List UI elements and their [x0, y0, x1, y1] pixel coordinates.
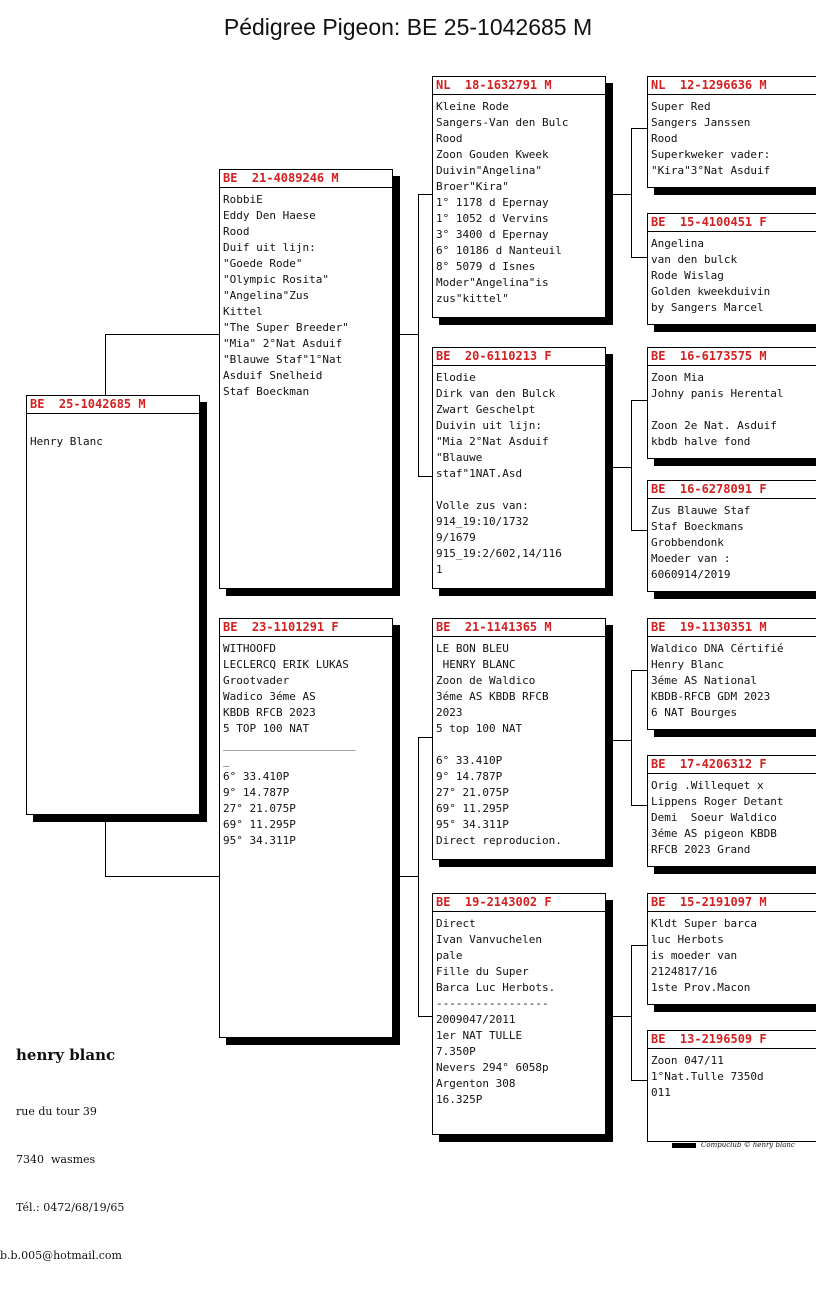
owner-email: b.b.005@hotmail.com: [0, 1249, 122, 1262]
ring-number: BE 16-6278091 F: [648, 481, 816, 499]
ring-number: BE 13-2196509 F: [648, 1031, 816, 1049]
connector-line: [418, 194, 419, 477]
connector-line: [631, 670, 648, 671]
ring-number: BE 23-1101291 F: [220, 619, 392, 637]
pigeon-details: Orig .Willequet x Lippens Roger Detant Demi Soeur Waldico 3éme AS pigeon KBDB RFCB 2023 Grand: [651, 779, 784, 856]
pigeon-details: Elodie Dirk van den Bulck Zwart Geschelpt Duivin uit lijn: "Mia 2°Nat Asduif "Blauwe staf"1NAT.Asd Volle zus van: 914_19:10/1732 9/1679 915_19:2/602,14/116 1: [436, 371, 562, 576]
ring-number: BE 19-1130351 M: [648, 619, 816, 637]
connector-line: [631, 128, 632, 258]
footer-bar: [672, 1143, 696, 1148]
dd-sire-card[interactable]: [647, 893, 816, 1005]
subject-pigeon-card[interactable]: [26, 395, 200, 815]
connector-line: [631, 945, 648, 946]
sd-sire-card[interactable]: [647, 347, 816, 459]
dd-dam-card[interactable]: [647, 1030, 816, 1142]
connector-line: [613, 467, 631, 468]
connector-line: [631, 257, 648, 258]
connector-line: [418, 1016, 433, 1017]
connector-line: [631, 530, 648, 531]
ring-number: NL 12-1296636 M: [648, 77, 816, 95]
connector-line: [631, 805, 648, 806]
footer-credit: Compuclub © henry blanc: [701, 1141, 795, 1149]
connector-line: [418, 737, 419, 1017]
ring-number: BE 16-6173575 M: [648, 348, 816, 366]
sire-card[interactable]: [219, 169, 393, 589]
pigeon-details: WITHOOFD LECLERCQ ERIK LUKAS Grootvader Wadico 3éme AS KBDB RFCB 2023 5 TOP 100 NAT ____________________ _ 6° 33.410P 9° 14.787P 27° 21.075P 69° 11.295P 95° 34.311P: [223, 642, 356, 847]
ring-number: BE 25-1042685 M: [27, 396, 199, 414]
connector-line: [105, 334, 106, 396]
page-title: Pédigree Pigeon: BE 25-1042685 M: [223, 14, 593, 40]
owner-address: [0, 1072, 124, 1296]
connector-line: [105, 334, 220, 335]
pigeon-details: Kldt Super barca luc Herbots is moeder van 2124817/16 1ste Prov.Macon: [651, 917, 757, 994]
connector-line: [418, 737, 433, 738]
pigeon-details: Zus Blauwe Staf Staf Boeckmans Grobbendonk Moeder van : 6060914/2019: [651, 504, 751, 581]
connector-line: [418, 476, 433, 477]
connector-line: [631, 128, 648, 129]
pigeon-details: Zoon Mia Johny panis Herental Zoon 2e Nat. Asduif kbdb halve fond: [651, 371, 784, 448]
ring-number: NL 18-1632791 M: [433, 77, 605, 95]
connector-line: [631, 400, 648, 401]
connector-line: [105, 815, 106, 876]
ring-number: BE 21-1141365 M: [433, 619, 605, 637]
connector-line: [631, 945, 632, 1081]
connector-line: [400, 876, 418, 877]
pigeon-details: Direct Ivan Vanvuchelen pale Fille du Super Barca Luc Herbots. ----------------- 2009047/2011 1er NAT TULLE 7.350P Nevers 294° 6058p Argenton 308 16.325P: [436, 917, 556, 1106]
ring-number: BE 21-4089246 M: [220, 170, 392, 188]
connector-line: [400, 334, 418, 335]
pigeon-details: Super Red Sangers Janssen Rood Superkweker vader: "Kira"3°Nat Asduif: [651, 100, 771, 177]
sire-sire-card[interactable]: [432, 76, 606, 318]
ss-sire-card[interactable]: [647, 76, 816, 188]
sire-dam-card[interactable]: [432, 347, 606, 589]
ring-number: BE 15-2191097 M: [648, 894, 816, 912]
owner-name: henry blanc: [16, 1046, 116, 1064]
ds-dam-card[interactable]: [647, 755, 816, 867]
dam-card[interactable]: [219, 618, 393, 1038]
ss-dam-card[interactable]: [647, 213, 816, 325]
owner-phone: Tél.: 0472/68/19/65: [16, 1201, 125, 1214]
connector-line: [631, 400, 632, 531]
sd-dam-card[interactable]: [647, 480, 816, 592]
ds-sire-card[interactable]: [647, 618, 816, 730]
connector-line: [613, 740, 631, 741]
owner-street: rue du tour 39: [16, 1105, 97, 1118]
pigeon-details: Angelina van den bulck Rode Wislag Golden kweekduivin by Sangers Marcel: [651, 237, 771, 314]
pigeon-details: Kleine Rode Sangers-Van den Bulc Rood Zoon Gouden Kweek Duivin"Angelina" Broer"Kira" 1° 1178 d Epernay 1° 1052 d Vervins 3° 3400 d Epernay 6° 10186 d Nanteuil 8° 5079 d Isnes Moder"Angelina"is zus"kittel": [436, 100, 569, 305]
ring-number: BE 20-6110213 F: [433, 348, 605, 366]
ring-number: BE 15-4100451 F: [648, 214, 816, 232]
connector-line: [105, 876, 220, 877]
owner-city: 7340 wasmes: [16, 1153, 96, 1166]
connector-line: [613, 1016, 631, 1017]
ring-number: BE 17-4206312 F: [648, 756, 816, 774]
pigeon-details: LE BON BLEU HENRY BLANC Zoon de Waldico 3éme AS KBDB RFCB 2023 5 top 100 NAT 6° 33.410P 9° 14.787P 27° 21.075P 69° 11.295P 95° 34.311P Direct reproducion.: [436, 642, 562, 847]
dam-sire-card[interactable]: [432, 618, 606, 860]
connector-line: [631, 670, 632, 806]
pigeon-details: RobbiE Eddy Den Haese Rood Duif uit lijn: "Goede Rode" "Olympic Rosita" "Angelina"Zus Kittel "The Super Breeder" "Mia" 2°Nat Asduif "Blauwe Staf"1°Nat Asduif Snelheid Staf Boeckman: [223, 193, 349, 398]
connector-line: [613, 194, 631, 195]
ring-number: BE 19-2143002 F: [433, 894, 605, 912]
dam-dam-card[interactable]: [432, 893, 606, 1135]
pigeon-details: Waldico DNA Cértifié Henry Blanc 3éme AS National KBDB-RFCB GDM 2023 6 NAT Bourges: [651, 642, 784, 719]
connector-line: [418, 194, 433, 195]
pigeon-details: Zoon 047/11 1°Nat.Tulle 7350d 011: [651, 1054, 764, 1099]
pigeon-details: Henry Blanc: [30, 435, 103, 448]
connector-line: [631, 1080, 648, 1081]
